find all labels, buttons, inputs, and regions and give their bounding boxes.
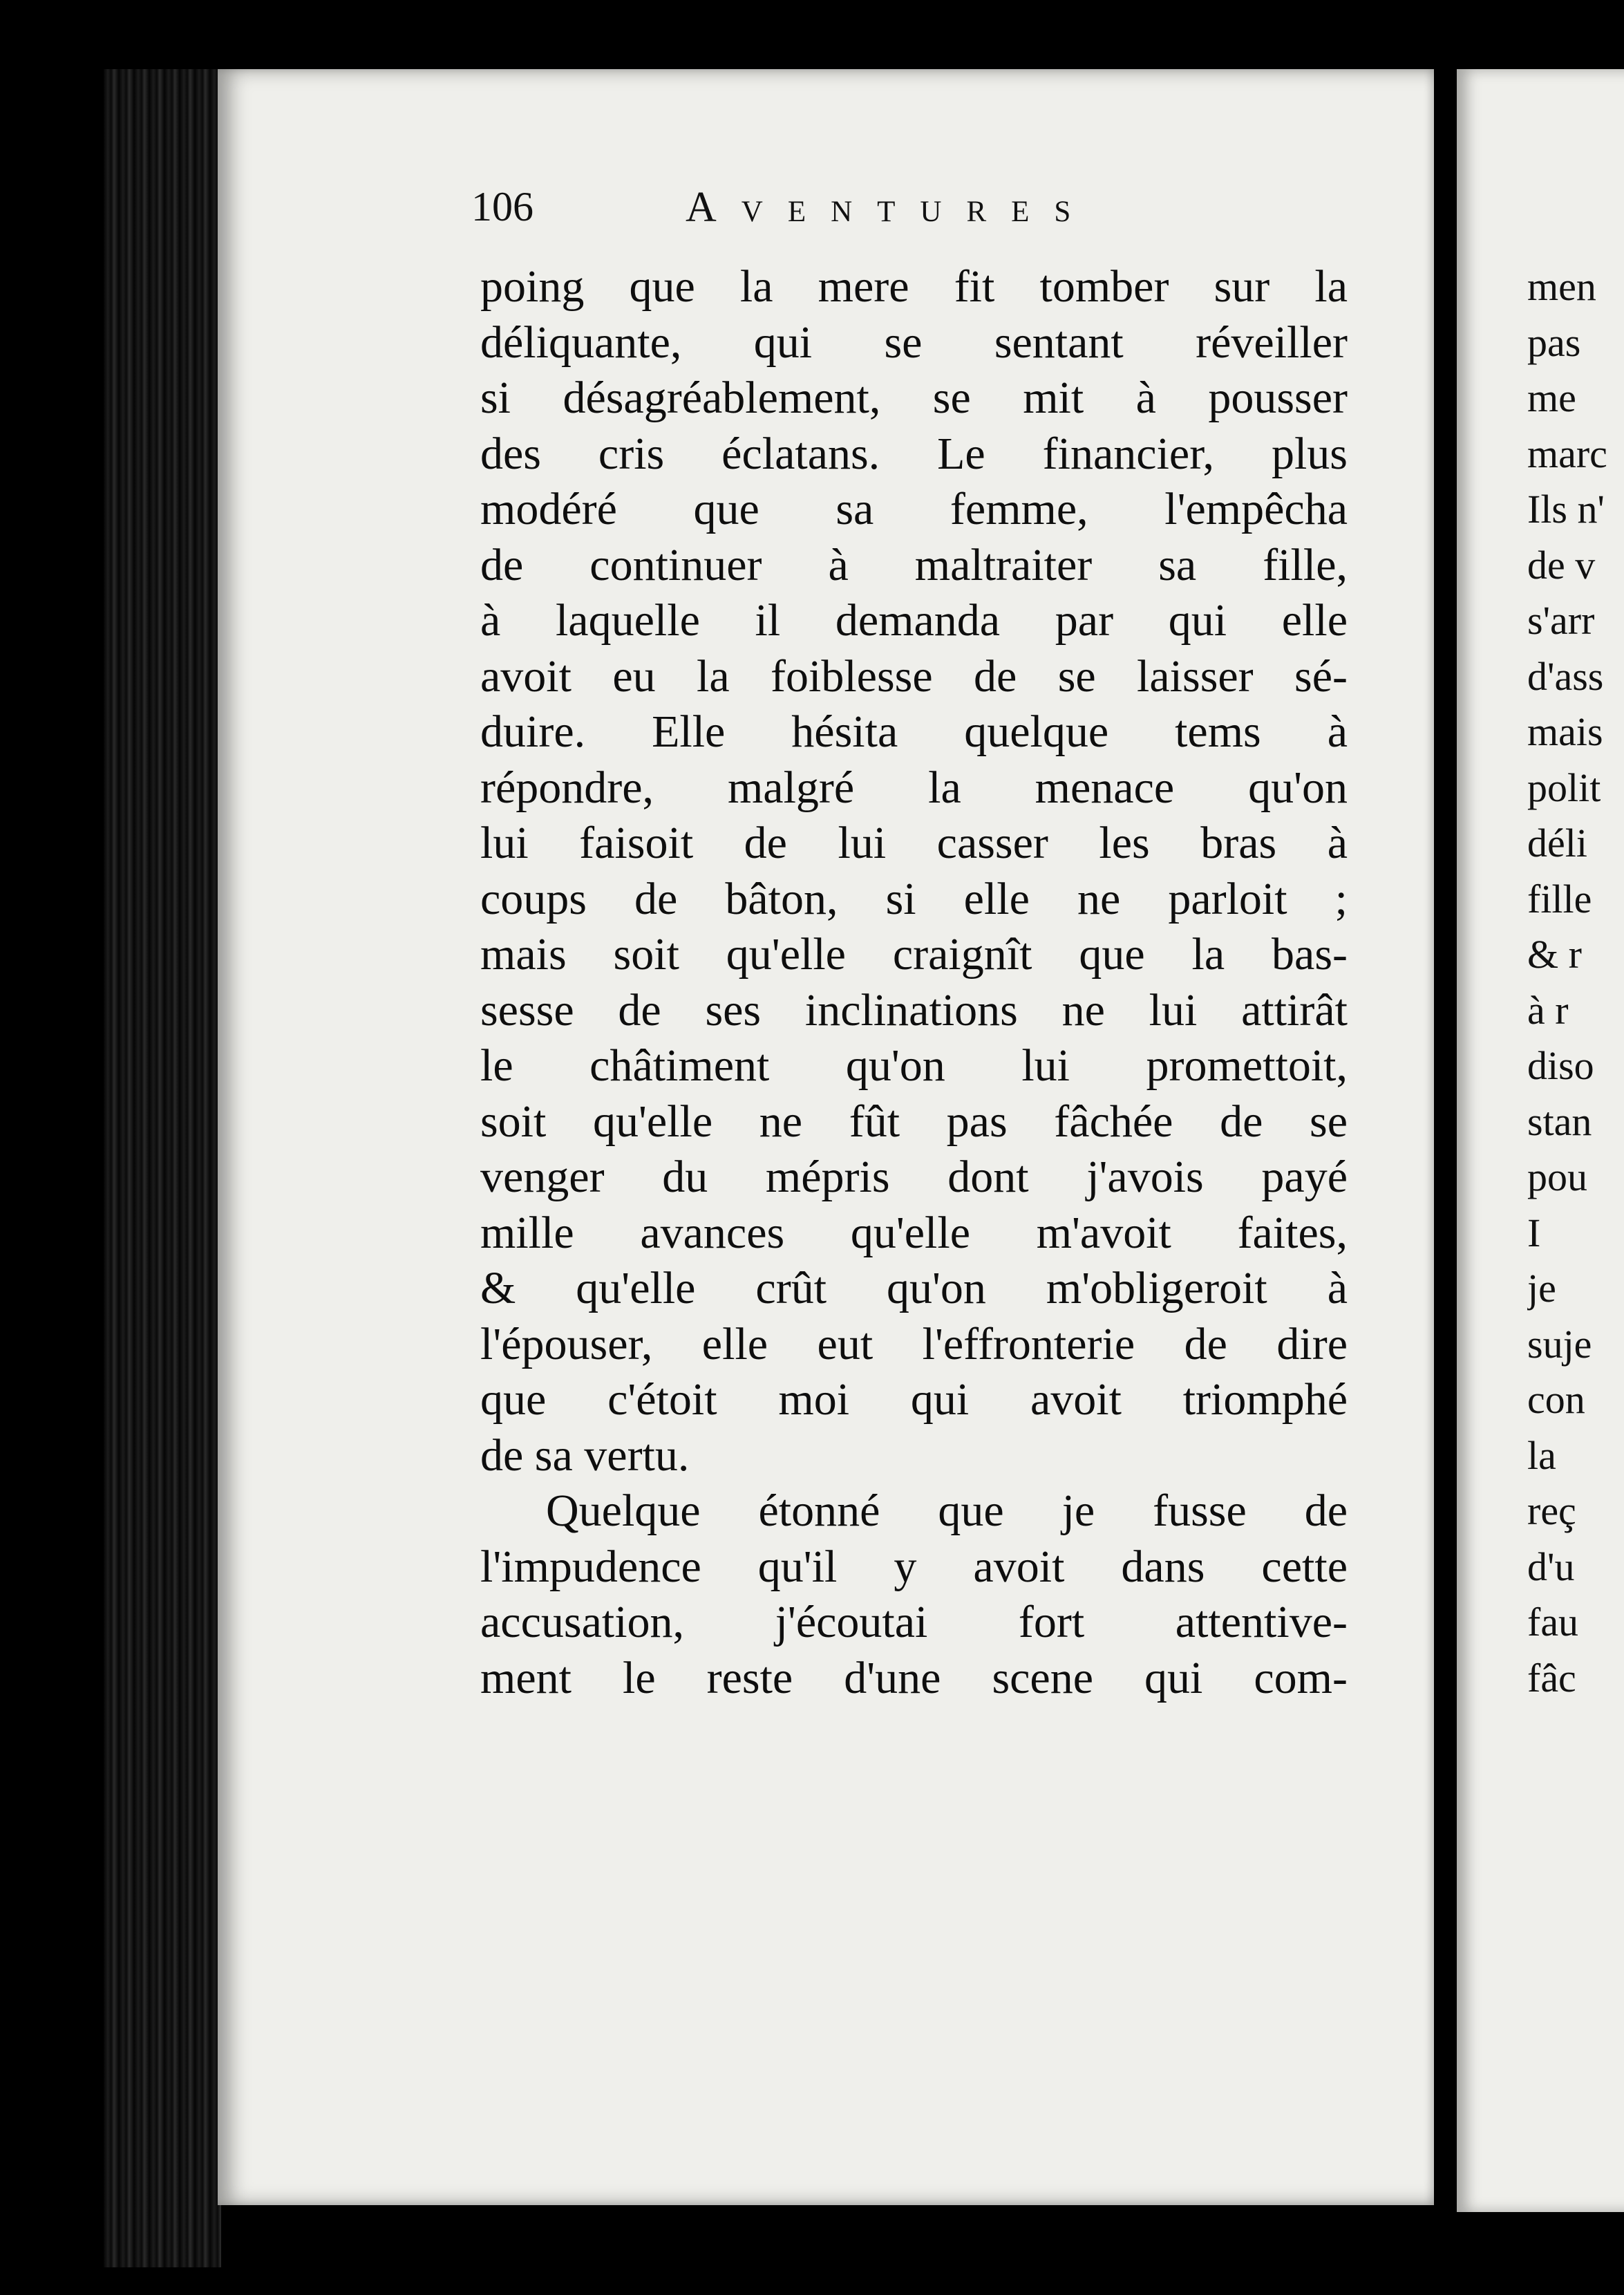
text-line: que c'étoit moi qui avoit triomphé: [480, 1374, 1348, 1425]
facing-text-fragment: de v: [1527, 542, 1596, 588]
text-line: l'impudence qu'il y avoit dans cette: [480, 1541, 1348, 1592]
text-line: déliquante, qui se sentant réveiller: [480, 317, 1348, 368]
facing-text-fragment: suje: [1527, 1321, 1592, 1367]
text-line: de sa vertu.: [480, 1430, 690, 1481]
facing-page-text: [1527, 259, 1624, 1706]
text-line: accusation, j'écoutai fort attentive-: [480, 1597, 1348, 1647]
facing-text-fragment: & r: [1527, 932, 1582, 977]
paragraph-start-line: Quelque étonné que je fusse de: [546, 1486, 1348, 1536]
facing-text-fragment: fâc: [1527, 1655, 1576, 1701]
text-line: venger du mépris dont j'avois payé: [480, 1152, 1348, 1202]
facing-text-fragment: d'ass: [1527, 653, 1604, 699]
text-line: lui faisoit de lui casser les bras à: [480, 818, 1348, 868]
facing-text-fragment: reç: [1527, 1488, 1576, 1533]
text-line: duire. Elle hésita quelque tems à: [480, 706, 1348, 757]
facing-text-fragment: je: [1527, 1266, 1556, 1311]
facing-text-fragment: à r: [1527, 987, 1569, 1033]
facing-text-fragment: stan: [1527, 1098, 1592, 1144]
text-line: mais soit qu'elle craignît que la bas-: [480, 929, 1348, 980]
facing-text-fragment: polit: [1527, 765, 1601, 810]
facing-text-fragment: fille: [1527, 876, 1592, 921]
facing-text-fragment: marc: [1527, 431, 1607, 476]
facing-text-fragment: la: [1527, 1432, 1556, 1478]
running-title: Aventures: [686, 184, 1096, 231]
facing-text-fragment: pas: [1527, 319, 1581, 365]
facing-text-fragment: d'u: [1527, 1544, 1575, 1589]
facing-text-fragment: mais: [1527, 709, 1603, 754]
facing-text-fragment: I: [1527, 1210, 1541, 1255]
text-line: des cris éclatans. Le financier, plus: [480, 428, 1348, 479]
text-line: de continuer à maltraiter sa fille,: [480, 539, 1348, 590]
body-text: [480, 259, 1348, 1706]
facing-text-fragment: déli: [1527, 821, 1587, 865]
text-line: & qu'elle crût qu'on m'obligeroit à: [480, 1263, 1348, 1313]
text-line: soit qu'elle ne fût pas fâchée de se: [480, 1096, 1348, 1147]
page-number: 106: [471, 184, 534, 230]
facing-text-fragment: pou: [1527, 1154, 1587, 1199]
text-line: répondre, malgré la menace qu'on: [480, 762, 1348, 813]
facing-text-fragment: men: [1527, 264, 1596, 309]
facing-text-fragment: fau: [1527, 1600, 1579, 1645]
text-line: sesse de ses inclinations ne lui attirât: [480, 984, 1348, 1036]
facing-text-fragment: con: [1527, 1377, 1585, 1422]
text-line: coups de bâton, si elle ne parloit ;: [480, 873, 1348, 924]
text-line: à laquelle il demanda par qui elle: [480, 595, 1348, 646]
text-line: poing que la mere fit tomber sur la: [480, 261, 1348, 312]
facing-text-fragment: Ils n': [1527, 487, 1605, 532]
running-head: [471, 183, 1370, 238]
page-gutter: [1443, 69, 1457, 2212]
book-spine: [104, 69, 221, 2267]
text-line: l'épouser, elle eut l'effronterie de dire: [480, 1318, 1348, 1369]
text-line: avoit eu la foiblesse de se laisser sé-: [480, 650, 1348, 702]
facing-text-fragment: diso: [1527, 1043, 1594, 1088]
text-line: le châtiment qu'on lui promettoit,: [480, 1040, 1348, 1091]
facing-text-fragment: me: [1527, 375, 1576, 420]
text-line: mille avances qu'elle m'avoit faites,: [480, 1207, 1348, 1258]
text-line: ment le reste d'une scene qui com-: [480, 1652, 1348, 1703]
text-line: modéré que sa femme, l'empêcha: [480, 484, 1348, 534]
text-line: si désagréablement, se mit à pousser: [480, 373, 1348, 423]
facing-text-fragment: s'arr: [1527, 598, 1595, 643]
